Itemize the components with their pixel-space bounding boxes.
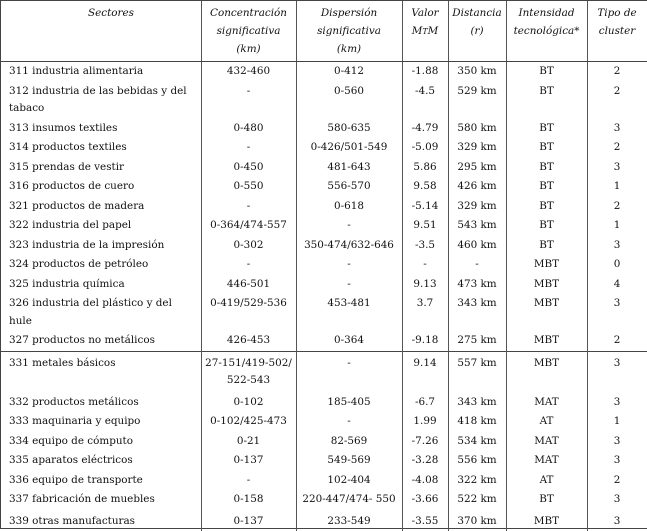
tipo-cell: 2 [587,331,647,351]
tipo-cell: 3 [587,294,647,331]
table-row [1,255,647,275]
sector-cell: 333 maquinaria y equipo [1,412,201,432]
concentracion-cell: 0-102/425-473 [201,412,296,432]
valor-cell: 1.99 [402,412,448,432]
concentracion-cell: 27-151/419-502/ 522-543 [201,351,296,391]
table-row [1,451,647,471]
distancia-cell: 534 km [448,432,506,452]
valor-cell: 9.51 [402,216,448,236]
intensidad-cell: MBT [506,351,587,391]
concentracion-cell: 0-419/529-536 [201,294,296,331]
valor-cell: 9.58 [402,177,448,197]
sector-cell: 326 industria del plástico y del hule [1,294,201,331]
dispersion-cell: 0-560 [296,82,402,119]
sector-cell: 315 prendas de vestir [1,158,201,178]
table-row [1,177,647,197]
table-row [1,471,647,491]
intensidad-cell: BT [506,236,587,256]
distancia-cell: 329 km [448,138,506,158]
intensidad-cell: MBT [506,275,587,295]
concentracion-cell: 0-302 [201,236,296,256]
distancia-cell: 460 km [448,236,506,256]
distancia-cell: 557 km [448,351,506,391]
dispersion-cell: 580-635 [296,119,402,139]
table-row [1,275,647,295]
sector-cell: 311 industria alimentaria [1,62,201,82]
valor-cell: -4.79 [402,119,448,139]
sector-cell: 332 productos metálicos [1,391,201,413]
sector-cell: 324 productos de petróleo [1,255,201,275]
valor-cell: 9.13 [402,275,448,295]
valor-cell: -4.5 [402,82,448,119]
concentracion-cell: 0-480 [201,119,296,139]
dispersion-cell: 0-412 [296,62,402,82]
concentracion-cell: - [201,255,296,275]
intensidad-cell: BT [506,490,587,510]
sector-cell: 325 industria química [1,275,201,295]
valor-cell: 5.86 [402,158,448,178]
table-row [1,158,647,178]
intensidad-cell: BT [506,138,587,158]
dispersion-cell: - [296,216,402,236]
intensidad-cell: MBT [506,331,587,351]
dispersion-cell: 102-404 [296,471,402,491]
header-row [1,1,647,62]
tipo-cell: 3 [587,451,647,471]
dispersion-cell: - [296,275,402,295]
intensidad-cell: MBT [506,510,587,531]
distancia-cell: 473 km [448,275,506,295]
table-row [1,331,647,351]
table-row [1,412,647,432]
sector-cell: 334 equipo de cómputo [1,432,201,452]
distancia-cell: 295 km [448,158,506,178]
tipo-cell: 3 [587,158,647,178]
distancia-cell: 543 km [448,216,506,236]
table-row [1,510,647,531]
valor-cell: 9.14 [402,351,448,391]
sector-cell: 321 productos de madera [1,197,201,217]
table-row [1,432,647,452]
dispersion-cell: 0-618 [296,197,402,217]
sector-cell: 322 industria del papel [1,216,201,236]
dispersion-cell: 556-570 [296,177,402,197]
intensidad-cell: BT [506,158,587,178]
valor-cell: -5.09 [402,138,448,158]
sector-cell: 327 productos no metálicos [1,331,201,351]
distancia-cell: 370 km [448,510,506,531]
sector-cell: 335 aparatos eléctricos [1,451,201,471]
concentracion-cell: 446-501 [201,275,296,295]
concentracion-cell: 0-450 [201,158,296,178]
dispersion-cell: - [296,412,402,432]
intensidad-cell: BT [506,177,587,197]
table-body [1,62,647,531]
valor-cell: -9.18 [402,331,448,351]
concentracion-cell: 432-460 [201,62,296,82]
distancia-cell: 522 km [448,490,506,510]
cluster-table [1,1,647,531]
tipo-cell: 2 [587,197,647,217]
distancia-cell: 322 km [448,471,506,491]
tipo-cell: 3 [587,119,647,139]
distancia-cell: 343 km [448,391,506,413]
distancia-cell: 529 km [448,82,506,119]
valor-cell: -3.66 [402,490,448,510]
tipo-cell: 2 [587,62,647,82]
intensidad-cell: BT [506,216,587,236]
valor-cell: -3.28 [402,451,448,471]
dispersion-cell: 0-426/501-549 [296,138,402,158]
intensidad-cell: BT [506,119,587,139]
dispersion-cell: 82-569 [296,432,402,452]
intensidad-cell: BT [506,197,587,217]
tipo-cell: 3 [587,391,647,413]
dispersion-cell: - [296,351,402,391]
tipo-cell: 3 [587,510,647,531]
intensidad-cell: AT [506,412,587,432]
concentracion-cell: 426-453 [201,331,296,351]
tipo-cell: 2 [587,471,647,491]
dispersion-cell: 453-481 [296,294,402,331]
intensidad-cell: BT [506,62,587,82]
concentracion-cell: 0-550 [201,177,296,197]
header-dispersion: Dispersión significativa (km) [296,1,402,62]
header-tipo: Tipo de cluster [587,1,647,62]
sector-cell: 336 equipo de transporte [1,471,201,491]
dispersion-cell: 0-364 [296,331,402,351]
table-row [1,490,647,510]
concentracion-cell: 0-21 [201,432,296,452]
concentracion-cell: 0-364/474-557 [201,216,296,236]
header-concentracion: Concentración significativa (km) [201,1,296,62]
valor-cell: - [402,255,448,275]
table-row [1,119,647,139]
valor-cell: -4.08 [402,471,448,491]
distancia-cell: - [448,255,506,275]
concentracion-cell: - [201,197,296,217]
concentracion-cell: 0-137 [201,510,296,531]
tipo-cell: 3 [587,490,647,510]
dispersion-cell: 549-569 [296,451,402,471]
sector-cell: 337 fabricación de muebles [1,490,201,510]
concentracion-cell: - [201,471,296,491]
dispersion-cell: 350-474/632-646 [296,236,402,256]
table-row [1,82,647,119]
tipo-cell: 2 [587,82,647,119]
table-row [1,391,647,413]
concentracion-cell: - [201,138,296,158]
header-distancia: Distancia (r) [448,1,506,62]
distancia-cell: 350 km [448,62,506,82]
distancia-cell: 275 km [448,331,506,351]
table-row [1,294,647,331]
tipo-cell: 3 [587,432,647,452]
tipo-cell: 1 [587,216,647,236]
distancia-cell: 418 km [448,412,506,432]
sector-cell: 339 otras manufacturas [1,510,201,531]
valor-cell: 3.7 [402,294,448,331]
concentracion-cell: 0-137 [201,451,296,471]
dispersion-cell: 185-405 [296,391,402,413]
table-row [1,197,647,217]
tipo-cell: 1 [587,412,647,432]
tipo-cell: 3 [587,236,647,256]
intensidad-cell: MAT [506,451,587,471]
table-row [1,62,647,82]
sector-cell: 323 industria de la impresión [1,236,201,256]
header-intensidad: Intensidad tecnológica* [506,1,587,62]
intensidad-cell: BT [506,82,587,119]
distancia-cell: 329 km [448,197,506,217]
dispersion-cell: - [296,255,402,275]
sector-cell: 314 productos textiles [1,138,201,158]
tipo-cell: 4 [587,275,647,295]
valor-cell: -5.14 [402,197,448,217]
sector-cell: 312 industria de las bebidas y del tabaco [1,82,201,119]
sector-cell: 313 insumos textiles [1,119,201,139]
intensidad-cell: MAT [506,432,587,452]
dispersion-cell: 220-447/474- 550 [296,490,402,510]
sector-cell: 316 productos de cuero [1,177,201,197]
distancia-cell: 556 km [448,451,506,471]
valor-cell: -1.88 [402,62,448,82]
tipo-cell: 0 [587,255,647,275]
distancia-cell: 580 km [448,119,506,139]
valor-cell: -3.5 [402,236,448,256]
intensidad-cell: MAT [506,391,587,413]
header-valor: Valor MTM [402,1,448,62]
table-row [1,138,647,158]
header-sectores: Sectores [1,1,201,62]
distancia-cell: 426 km [448,177,506,197]
dispersion-cell: 233-549 [296,510,402,531]
intensidad-cell: AT [506,471,587,491]
tipo-cell: 2 [587,138,647,158]
table-row [1,216,647,236]
concentracion-cell: - [201,82,296,119]
concentracion-cell: 0-102 [201,391,296,413]
valor-cell: -6.7 [402,391,448,413]
valor-cell: -3.55 [402,510,448,531]
intensidad-cell: MBT [506,255,587,275]
distancia-cell: 343 km [448,294,506,331]
table-row [1,236,647,256]
valor-cell: -7.26 [402,432,448,452]
intensidad-cell: MBT [506,294,587,331]
tipo-cell: 1 [587,177,647,197]
concentracion-cell: 0-158 [201,490,296,510]
dispersion-cell: 481-643 [296,158,402,178]
table-row [1,351,647,391]
sector-cell: 331 metales básicos [1,351,201,391]
tipo-cell: 3 [587,351,647,391]
